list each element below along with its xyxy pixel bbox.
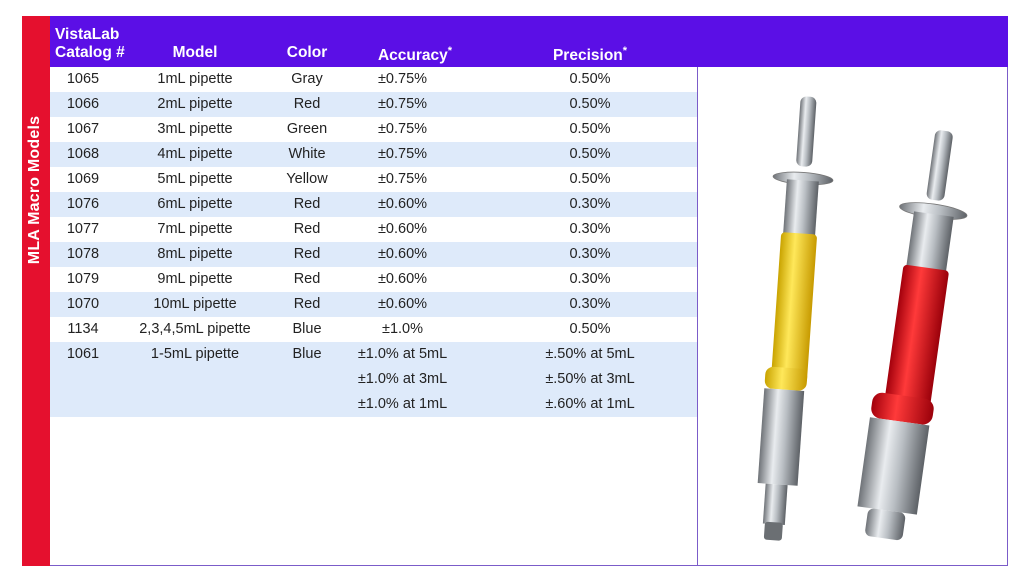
header-precision bbox=[535, 42, 645, 65]
catalog-cell: 1061 bbox=[66, 346, 100, 362]
model-cell: 6mL pipette bbox=[157, 196, 233, 212]
accuracy-cell: ±0.60% bbox=[377, 296, 428, 312]
accuracy-cell: ±0.60% bbox=[377, 246, 428, 262]
table-row bbox=[50, 342, 697, 417]
accuracy-line: ±1.0% at 1mL bbox=[357, 396, 448, 412]
accuracy-cell: ±0.75% bbox=[377, 121, 428, 137]
precision-cell: 0.50% bbox=[569, 321, 611, 337]
model-cell: 7mL pipette bbox=[157, 221, 233, 237]
red-pipette bbox=[854, 126, 979, 543]
color-cell: Green bbox=[286, 121, 328, 137]
header-accuracy-asterisk: * bbox=[447, 45, 453, 57]
table-row bbox=[50, 167, 697, 192]
table-row bbox=[50, 267, 697, 292]
header-catalog bbox=[55, 26, 135, 62]
color-cell: White bbox=[288, 146, 326, 162]
table-row bbox=[50, 217, 697, 242]
catalog-cell: 1076 bbox=[66, 196, 100, 212]
accuracy-cell: ±0.75% bbox=[377, 171, 428, 187]
catalog-cell: 1077 bbox=[66, 221, 100, 237]
model-cell: 1mL pipette bbox=[157, 71, 233, 87]
model-cell: 2,3,4,5mL pipette bbox=[139, 321, 251, 337]
precision-line: ±.50% at 5mL bbox=[545, 346, 635, 362]
pipette-table bbox=[50, 67, 697, 417]
model-cell: 5mL pipette bbox=[157, 171, 233, 187]
header-accuracy-label: Accuracy bbox=[377, 47, 448, 65]
color-cell: Yellow bbox=[286, 171, 328, 187]
precision-line: ±.60% at 1mL bbox=[545, 396, 635, 412]
precision-cell: 0.30% bbox=[569, 296, 611, 312]
precision-cell: 0.50% bbox=[569, 121, 611, 137]
color-cell: Red bbox=[293, 196, 321, 212]
accuracy-cell: ±0.60% bbox=[377, 196, 428, 212]
accuracy-line: ±1.0% at 5mL bbox=[357, 346, 448, 362]
table-header bbox=[50, 16, 1008, 67]
table-row bbox=[50, 317, 697, 342]
model-cell: 3mL pipette bbox=[157, 121, 233, 137]
pipettes-illustration bbox=[698, 67, 1007, 565]
yellow-pipette bbox=[748, 95, 839, 543]
header-catalog-line1: VistaLab bbox=[55, 26, 120, 43]
side-tab bbox=[22, 16, 50, 566]
catalog-cell: 1069 bbox=[66, 171, 100, 187]
catalog-cell: 1066 bbox=[66, 96, 100, 112]
accuracy-cell: ±1.0% bbox=[381, 321, 423, 337]
precision-cell bbox=[515, 342, 665, 417]
catalog-cell: 1070 bbox=[66, 296, 100, 312]
precision-cell: 0.50% bbox=[569, 71, 611, 87]
color-cell: Blue bbox=[292, 346, 322, 362]
catalog-cell: 1078 bbox=[66, 246, 100, 262]
color-cell: Red bbox=[293, 296, 321, 312]
header-precision-label: Precision bbox=[552, 47, 623, 65]
accuracy-cell: ±0.60% bbox=[377, 271, 428, 287]
precision-line: ±.50% at 3mL bbox=[545, 371, 635, 387]
pipettes-photo bbox=[698, 67, 1007, 565]
model-cell: 10mL pipette bbox=[153, 296, 237, 312]
precision-cell: 0.30% bbox=[569, 196, 611, 212]
catalog-cell: 1079 bbox=[66, 271, 100, 287]
color-cell: Gray bbox=[291, 71, 323, 87]
precision-cell: 0.30% bbox=[569, 271, 611, 287]
side-label: MLA Macro Models bbox=[26, 115, 43, 265]
table-row bbox=[50, 292, 697, 317]
color-cell: Blue bbox=[292, 321, 322, 337]
catalog-cell: 1134 bbox=[67, 321, 99, 337]
precision-cell: 0.30% bbox=[569, 221, 611, 237]
color-cell: Red bbox=[293, 221, 321, 237]
color-cell: Red bbox=[293, 96, 321, 112]
model-cell: 4mL pipette bbox=[157, 146, 233, 162]
color-cell: Red bbox=[293, 271, 321, 287]
table-row bbox=[50, 192, 697, 217]
header-model: Model bbox=[172, 44, 218, 61]
header-precision-asterisk: * bbox=[622, 45, 628, 57]
precision-cell: 0.50% bbox=[569, 96, 611, 112]
accuracy-cell: ±0.75% bbox=[377, 96, 428, 112]
precision-cell: 0.50% bbox=[569, 171, 611, 187]
header-accuracy bbox=[360, 42, 470, 65]
table-row bbox=[50, 117, 697, 142]
catalog-cell: 1065 bbox=[66, 71, 100, 87]
model-cell: 1-5mL pipette bbox=[150, 346, 240, 362]
accuracy-cell bbox=[340, 342, 465, 417]
model-cell: 9mL pipette bbox=[157, 271, 233, 287]
catalog-cell: 1067 bbox=[66, 121, 100, 137]
accuracy-cell: ±0.60% bbox=[377, 221, 428, 237]
header-color: Color bbox=[286, 44, 328, 61]
table-row bbox=[50, 67, 697, 92]
accuracy-line: ±1.0% at 3mL bbox=[357, 371, 448, 387]
color-cell: Red bbox=[293, 246, 321, 262]
header-catalog-line2: Catalog # bbox=[55, 44, 125, 61]
model-cell: 8mL pipette bbox=[157, 246, 233, 262]
precision-cell: 0.30% bbox=[569, 246, 611, 262]
table-row bbox=[50, 142, 697, 167]
catalog-cell: 1068 bbox=[66, 146, 100, 162]
table-row bbox=[50, 242, 697, 267]
accuracy-cell: ±0.75% bbox=[377, 71, 428, 87]
precision-cell: 0.50% bbox=[569, 146, 611, 162]
model-cell: 2mL pipette bbox=[157, 96, 233, 112]
table-row bbox=[50, 92, 697, 117]
accuracy-cell: ±0.75% bbox=[377, 146, 428, 162]
